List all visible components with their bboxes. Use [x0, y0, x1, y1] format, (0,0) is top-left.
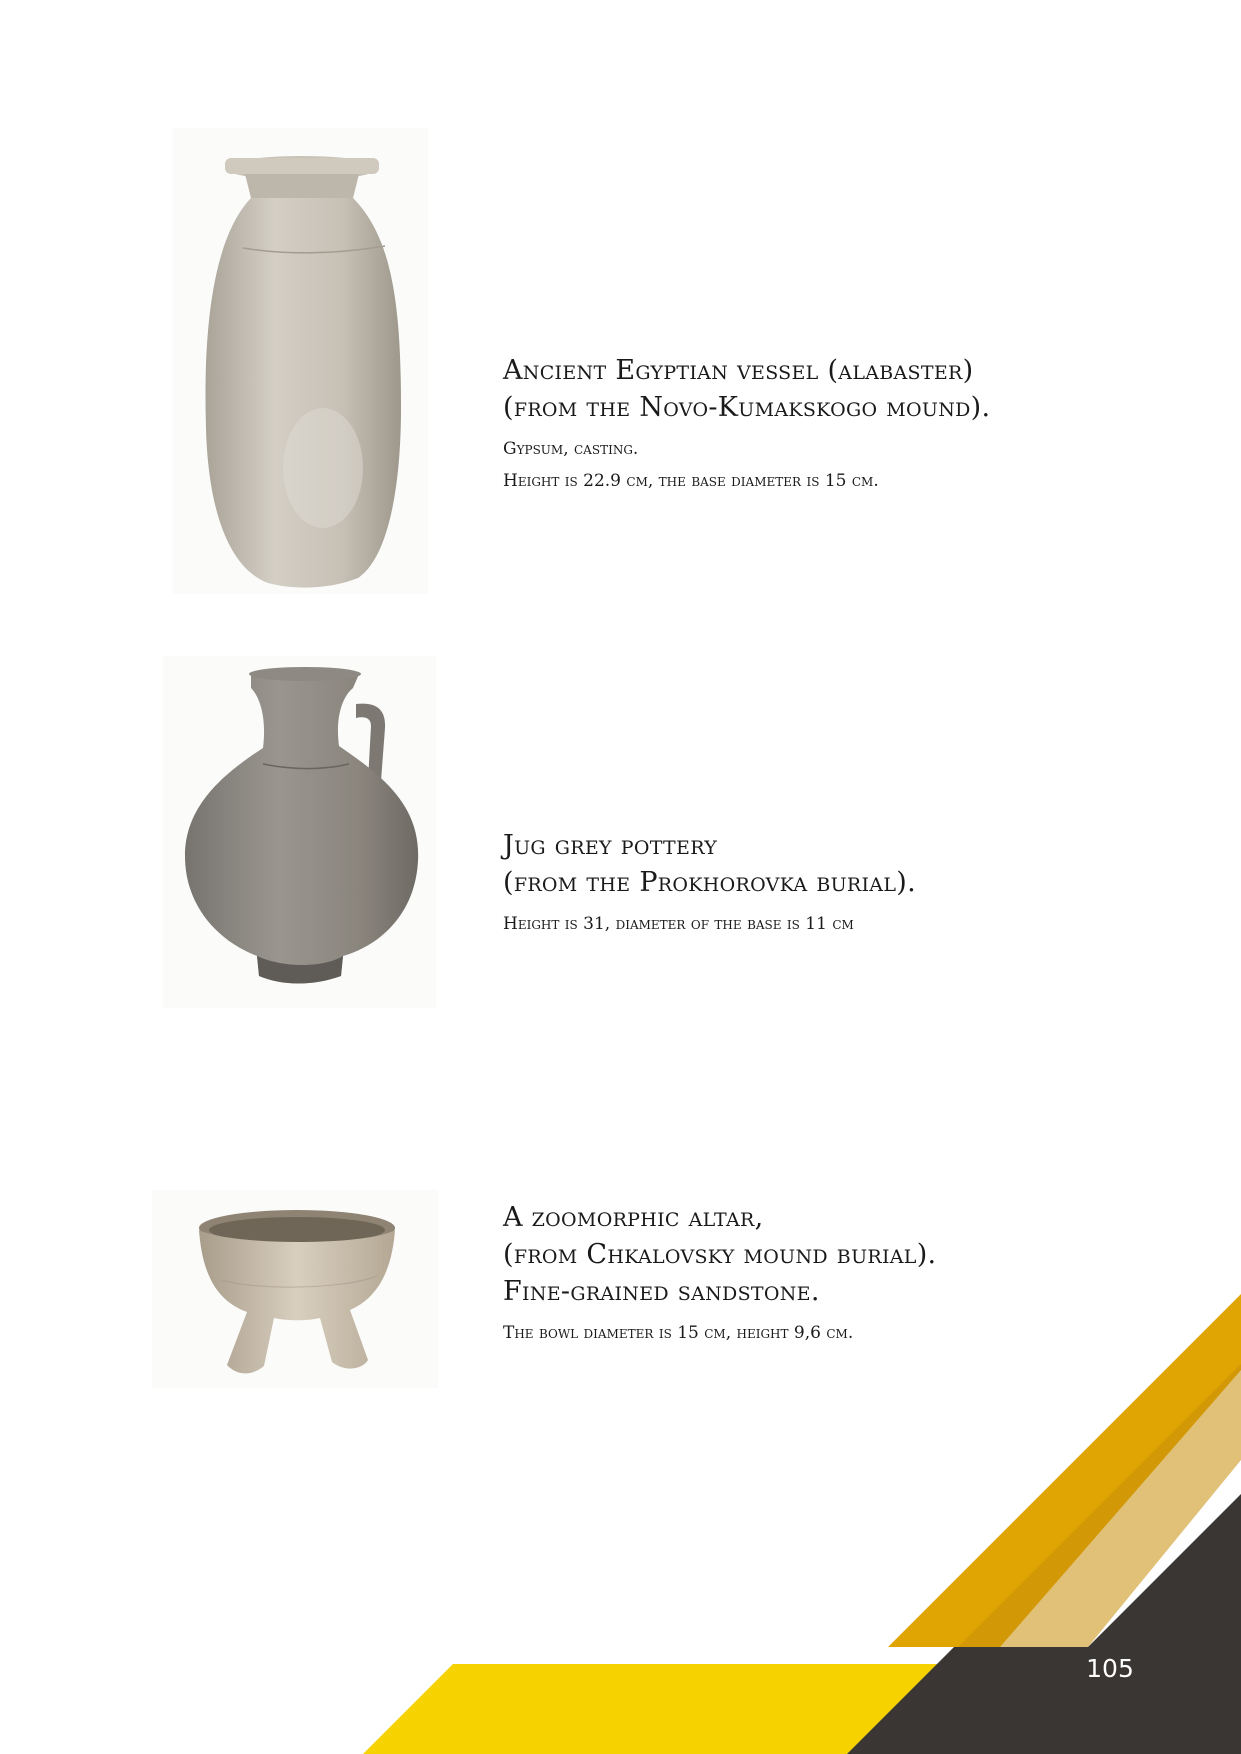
artifact-title-line: Fine-grained sandstone. [503, 1276, 820, 1307]
page-number: 105 [1086, 1654, 1134, 1683]
artifact-title-line: (from Chkalovsky mound burial). [503, 1239, 937, 1270]
dark-corner-panel [847, 1647, 1241, 1754]
yellow-bottom-band [363, 1664, 944, 1754]
artifact-title-line: (from the Prokhorovka burial). [503, 867, 916, 898]
artifact-title-line: A zoomorphic altar, [503, 1202, 764, 1233]
artifact-title-line: Ancient Egyptian vessel (alabaster) [503, 355, 974, 386]
artifact-material: Gypsum, casting. [503, 439, 639, 459]
artifact-title-line: Jug grey pottery [503, 830, 718, 861]
artifact-title-line: (from the Novo-Kumakskogo mound). [503, 392, 991, 423]
artifact-dimensions: Height is 31, diameter of the base is 11 cm [503, 914, 854, 934]
artifact-dimensions: Height is 22.9 cm, the base diameter is 15 cm. [503, 471, 879, 491]
artifact-dimensions: The bowl diameter is 15 cm, height 9,6 cm. [503, 1323, 854, 1343]
